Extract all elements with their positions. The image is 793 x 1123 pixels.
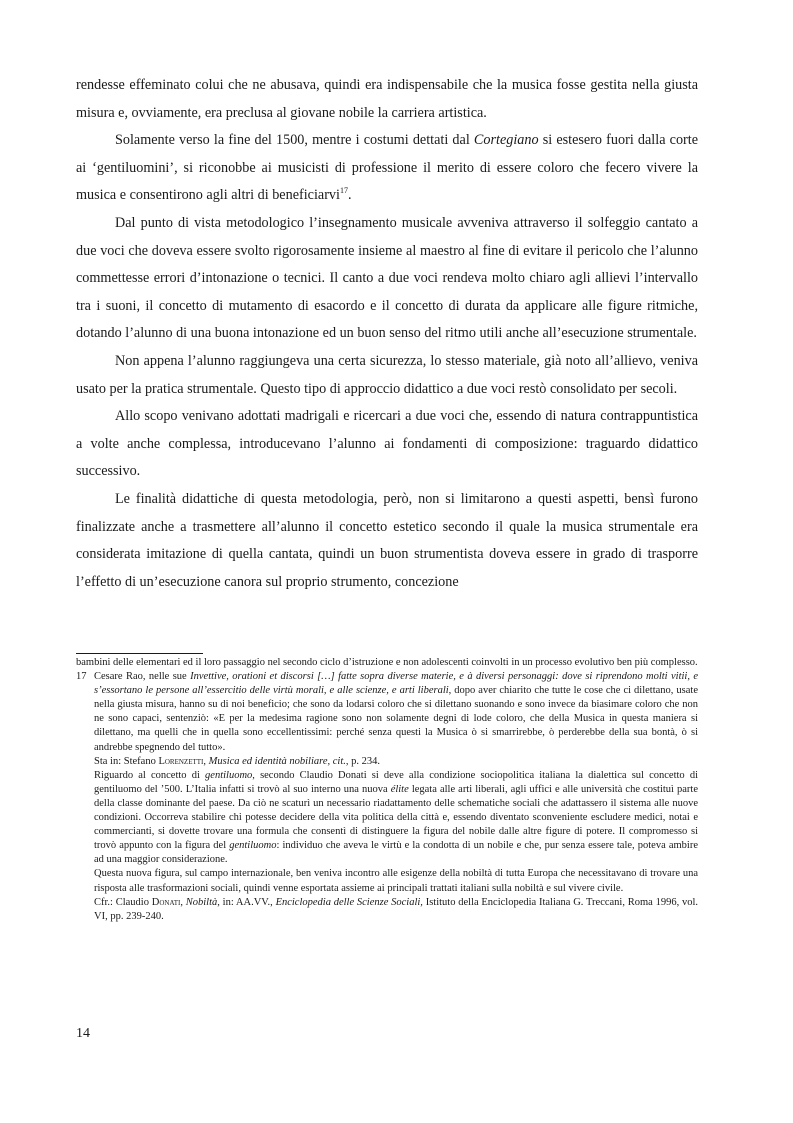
footnote-text: Cesare Rao, nelle sue Invettive, orationi et discorsi […] fatte sopra diverse materie, e à diversi personaggi: dove si riprendono molti vitii, e s’essortano le persone all’essercitio delle virtù morali, e alle scienze, e arti liberali, dopo aver chiarito che tutte le cose che ci dilettano, usate nella giusta misura, hanno su di noi beneficio; che sono da lodarsi coloro che si dilettano suonando e sono invece da biasimare coloro che non ne sono capaci, sentenziò: «E per la medesima ragione sono non solamente degni di lode coloro, che della Musica in questa maniera si dilettano, ma quelli che in quella sono eccellentissimi: perché senza questi la Musica ò si smarrirebbe, ò perderebbe della sua bontà, ò si andrebbe spegnendo del tutto». <box>94 671 699 753</box>
page-number: 14 <box>76 1026 90 1041</box>
paragraph <box>76 127 698 210</box>
paragraph <box>76 348 698 403</box>
footnote-number: 17 <box>76 671 87 683</box>
paragraph-text: . <box>347 187 352 204</box>
footnote-separator <box>76 653 203 654</box>
paragraph <box>76 486 698 596</box>
paragraph <box>76 403 698 486</box>
footnote-text: Questa nuova figura, sul campo internazionale, ben veniva incontro alle esigenze della nobiltà di tutta Europa che necessitavano di trovare una risposta alle trasformazioni sociali, quindi venne esportata assieme ai principali trattati italiani sulla nobiltà e sul vivere civile. <box>94 868 698 894</box>
footnotes <box>76 656 698 924</box>
footnote-text: Cfr.: Claudio Donati, Nobiltà, in: AA.VV., Enciclopedia delle Scienze Sociali, Istituto della Enciclopedia Italiana G. Treccani, Roma 1996, vol. VI, pp. 239-240. <box>94 896 699 922</box>
paragraph-text: Non appena l’alunno raggiungeva una certa sicurezza, lo stesso materiale, già noto all’allievo, veniva usato per la pratica strumentale. Questo tipo di approccio didattico a due voci restò consolidato per secoli. <box>76 352 698 397</box>
paragraph-text: rendesse effeminato colui che ne abusava, quindi era indispensabile che la musica fosse gestita nella giusta misura e, ovviamente, era preclusa al giovane nobile la carriera artistica. <box>76 77 698 121</box>
paragraph-text: Dal punto di vista metodologico l’insegnamento musicale avveniva attraverso il solfeggio cantato a due voci che doveva essere svolto rigorosamente insieme al maestro al fine di evitare il pericolo che l’alunno commettesse errori d’intonazione o tecnici. Il canto a due voci rendeva molto chiaro agli allievi l’intervallo tra i suoni, il concetto di mutamento di esacordo e il concetto di durata da applicare alle figure ritmiche, dotando l’alunno di una buona intonazione ed un buon senso del ritmo utili anche all’esecuzione strumentale. <box>76 214 698 342</box>
paragraph <box>76 210 698 348</box>
paragraph <box>76 72 698 127</box>
paragraph-text: si estesero fuori dalla corte ai ‘gentiluomini’, si riconobbe ai musicisti di professione il merito di essere coloro che fecero vivere la musica e consentirono agli altri di beneficiarvi <box>76 132 698 204</box>
paragraph-text: Allo scopo venivano adottati madrigali e ricercari a due voci che, essendo di natura contrappuntistica a volte anche complessa, introducevano l’alunno ai fondamenti di composizione: traguardo didattico successivo. <box>76 408 698 480</box>
footnote-text: Riguardo al concetto di gentiluomo, secondo Claudio Donati si deve alla condizione sociopolitica italiana la dialettica sul concetto di gentiluomo del ’500. L’Italia infatti si trovò al suo interno una nuova élite legata alle arti liberali, agli uffici e alle università che costituì parte della classe dominante del paese. Da ciò ne scaturì un necessario riadattamento delle schematiche sociali che adattassero il sistema alle nuove condizioni. Occorreva stabilire chi potesse decidere della vita politica della città e, essendo diventato sconveniente escludere medici, notai e commercianti, si dovette trovare una formula che consentì di distinguere la figura del nobile dalle altre figure di potere. Il compromesso si trovò appunto con la figura del gentiluomo: individuo che aveva le virtù e la condotta di un nobile e che, pur senza essere tale, poteva ambire ad una maggior considerazione. <box>94 769 699 866</box>
footnote-continuation: bambini delle elementari ed il loro passaggio nel secondo ciclo d’istruzione e non adolescenti coinvolti in un processo evolutivo ben più complesso. <box>76 657 698 668</box>
paragraph-text: Le finalità didattiche di questa metodologia, però, non si limitarono a questi aspetti, bensì furono finalizzate anche a trasmettere all’alunno il concetto estetico secondo il quale la musica strumentale era considerata imitazione di quella cantata, quindi un buon strumentista doveva essere in grado di trasporre l’effetto di un’esecuzione canora sul proprio strumento, concezione <box>76 490 698 590</box>
italic-title: Cortegiano <box>473 132 539 149</box>
footnote-ref[interactable]: 17 <box>339 186 348 196</box>
body-text <box>76 72 698 596</box>
paragraph-text: Solamente verso la fine del 1500, mentre i costumi dettati dal <box>115 132 474 149</box>
footnote-text: Sta in: Stefano Lorenzetti, Musica ed identità nobiliare, cit., p. 234. <box>94 755 380 767</box>
footnote-17 <box>76 670 698 924</box>
